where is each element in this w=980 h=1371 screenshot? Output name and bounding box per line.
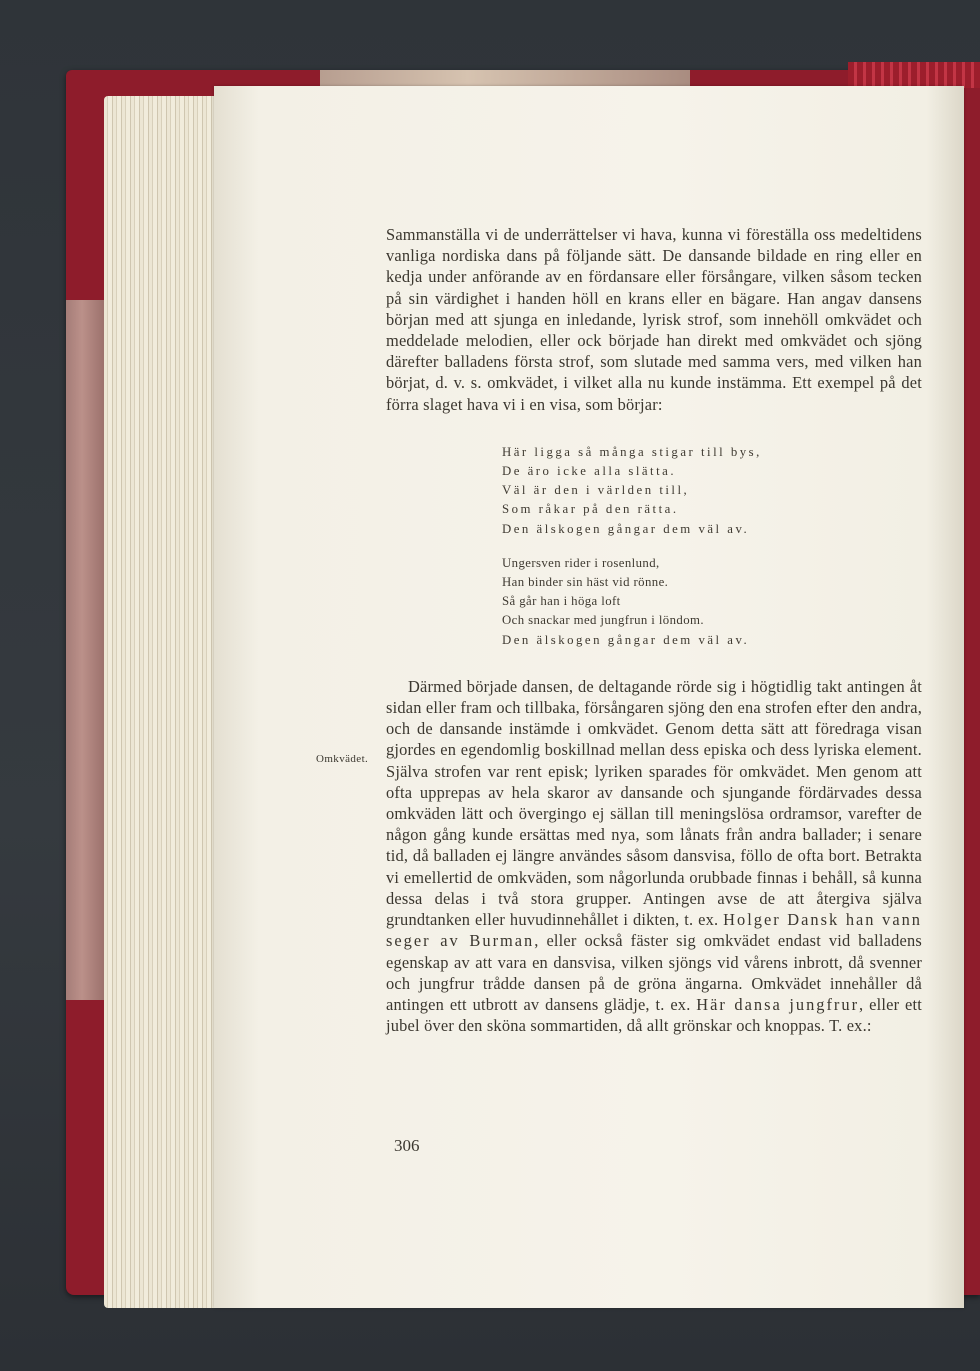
verse-line: Den älskogen gångar dem väl av. <box>502 521 750 536</box>
main-paragraph <box>386 676 922 1036</box>
page-number: 306 <box>394 1136 420 1155</box>
verse-2 <box>502 554 922 650</box>
page-text <box>386 224 922 1036</box>
intro-paragraph: Sammanställa vi de underrättelser vi hava, kunna vi föreställa oss medeltidens vanliga nordiska dans på följande sätt. De dansande bildade en ring eller en kedja under anförande av en fördansare eller försångare, vilken såsom tecken på sin värdighet i handen höll en krans eller en bägare. Han angav dansens början med att sjunga en inledande, lyrisk strof, som innehöll omkvädet och meddelade melodien, eller ock började han direkt med omkvädet och sjöng därefter balladens första strof, som slutade med samma vers, med vilken han börjat, d. v. s. omkvädet, i vilket alla nu kunde instämma. Ett exempel på det förra slaget hava vi i en visa, som börjar: <box>386 225 922 414</box>
margin-note: Omkvädet. <box>316 753 369 765</box>
refrain-example-1: Holger Dansk han vann seger av Burman <box>386 910 922 951</box>
verse-line: De äro icke alla slätta. <box>502 464 677 479</box>
verse-line: Så går han i höga loft <box>502 594 621 609</box>
main-paragraph-part-2: , eller också fäster sig omkvädet endast vid balladens egenskap av att vara en dansvisa, vilken sjöngs vid vårens inbrott, då svenner och jungfrur trådde dansen på de gröna ängarna. Omkvädet innehåller då antingen ett utbrott av dansens glädje, t. ex. <box>386 931 922 1014</box>
verse-line: Här ligga så många stigar till bys, <box>502 444 762 459</box>
verse-line: Ungersven rider i rosenlund, <box>502 555 660 570</box>
verse-line: Den älskogen gångar dem väl av. <box>502 632 750 647</box>
verse-line: Och snackar med jungfrun i löndom. <box>502 613 704 628</box>
verse-1 <box>502 443 922 539</box>
main-paragraph-part-1: Därmed började dansen, de deltagande rörde sig i högtidlig takt antingen åt sidan eller fram och tillbaka, försångaren sjöng den ena strofen efter den andra, och de dansande instämde i omkvädet. Genom detta sätt att föredraga visan gjordes en egendomlig boskillnad mellan dess episka och dess lyriska element. Själva strofen var rent episk; lyriken sparades för omkvädet. Men genom att ofta upprepas av hela skaror av dansande och sjungande fördärvades dessa omkväden lätt och övergingo ej sällan till meningslösa ordramsor, varefter de någon gång kunde ersättas med nya, som lånats från andra ballader; i senare tid, då balladen ej längre användes såsom dansvisa, föllo de ofta bort. Betrakta vi emellertid de omkväden, som någorlunda orubbade finnas i behåll, så kunna dessa delas i två stora grupper. Antingen avse de att återgiva själva grundtanken eller huvudinnehållet i dikten, t. ex. <box>386 676 922 930</box>
cover-marbling <box>66 300 106 1000</box>
cover-headband <box>848 62 980 88</box>
main-paragraph-part-3: , eller ett jubel över den sköna sommartiden, då allt grönskar och knoppas. T. ex.: <box>386 994 922 1036</box>
verse-line: Väl är den i världen till, <box>502 483 690 498</box>
page-edges <box>104 96 224 1308</box>
refrain-example-2: Här dansa jungfrur <box>696 994 860 1014</box>
verse-line: Som råkar på den rätta. <box>502 502 679 517</box>
verse-line: Han binder sin häst vid rönne. <box>502 575 669 590</box>
